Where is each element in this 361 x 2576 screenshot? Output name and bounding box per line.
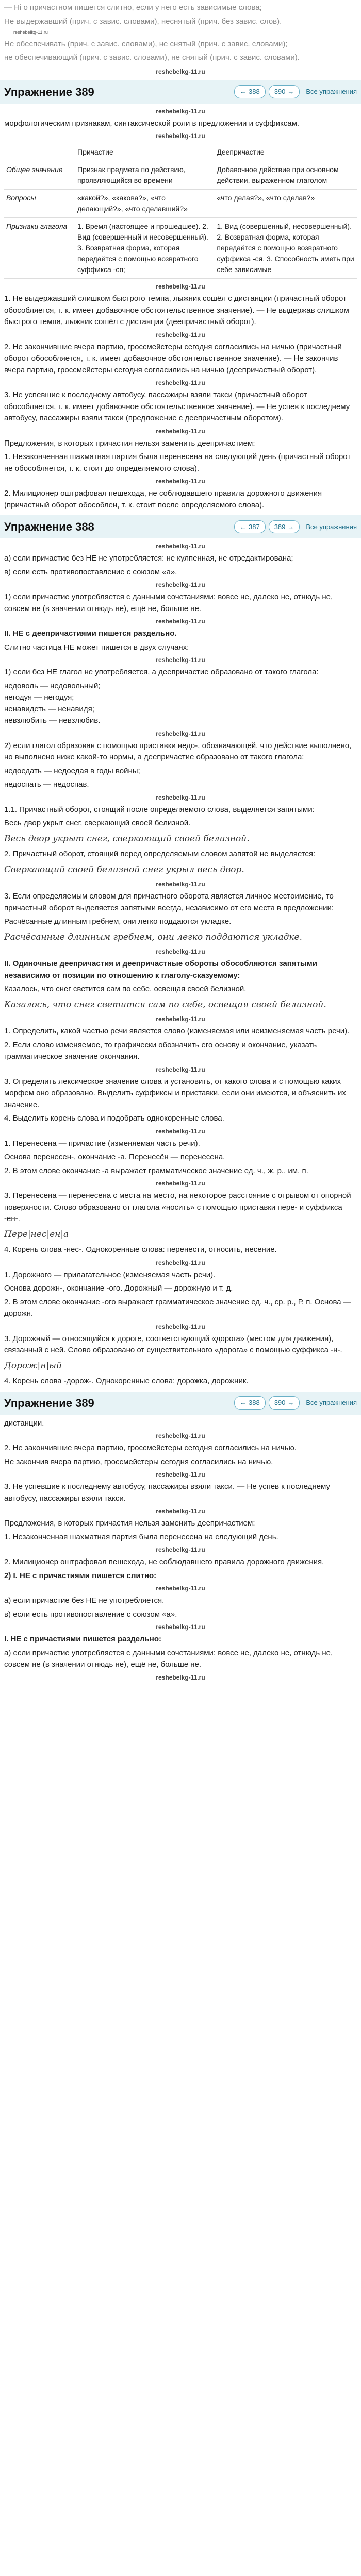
page bbox=[0, 2, 361, 1682]
table-header-row bbox=[4, 144, 357, 161]
handwritten-example: Сверкающий своей белизной снег укрыл весь двор. bbox=[4, 864, 244, 875]
prev-exercise-label: 387 bbox=[248, 522, 260, 531]
watermark: reshebelkg-11.ru bbox=[156, 1623, 205, 1631]
rule-heading: 2) I. НЕ с причастиями пишется слитно: bbox=[4, 1571, 157, 1580]
watermark: reshebelkg-11.ru bbox=[156, 1180, 205, 1187]
paragraph: Расчёсанные длинным гребнем, они легко поддаются укладке. bbox=[4, 917, 232, 926]
watermark: reshebelkg-11.ru bbox=[156, 1432, 205, 1439]
next-exercise-label: 389 bbox=[274, 522, 286, 531]
list-item: недоволь — недовольный; bbox=[4, 681, 101, 690]
table-row-label: Признаки глагола bbox=[4, 218, 75, 279]
arrow-right-icon: → bbox=[287, 88, 294, 96]
arrow-right-icon: → bbox=[287, 522, 294, 531]
exercise-nav bbox=[234, 520, 357, 534]
paragraph: Не закончив вчера партию, гроссмейстеры сегодня согласились на ничью. bbox=[4, 1457, 273, 1466]
intro-line: — Ні о причастном пишется слитно, если у него есть зависимые слова; bbox=[4, 3, 262, 12]
next-exercise-button[interactable] bbox=[269, 85, 300, 98]
table-cell: 1. Время (настоящее и прошедшее). 2. Вид (совершенный и несовершенный). 3. Возвратная форма, которая передаётся с помощью возвратного суффикса -ся; bbox=[75, 218, 215, 279]
watermark: reshebelkg-11.ru bbox=[156, 331, 205, 338]
handwritten-example: Расчёсанные длинным гребнем, они легко поддаются укладке. bbox=[4, 931, 302, 942]
watermark: reshebelkg-11.ru bbox=[156, 1673, 205, 1681]
prev-exercise-label: 388 bbox=[248, 1399, 260, 1407]
watermark: reshebelkg-11.ru bbox=[156, 1259, 205, 1266]
exercise-nav bbox=[234, 85, 357, 98]
paragraph: 2. Милиционер оштрафовал пешехода, не соблюдавшего правила дорожного движения. bbox=[4, 1557, 324, 1566]
table-header: Деепричастие bbox=[215, 144, 357, 161]
table-row-label: Общее значение bbox=[4, 161, 75, 190]
paragraph: Слитно частица НЕ может пишется в двух случаях: bbox=[4, 642, 189, 652]
paragraph: 4. Выделить корень слова и подобрать однокоренные слова. bbox=[4, 1114, 224, 1123]
table-cell: «какой?», «какова?», «что делающий?», «что сделавший?» bbox=[75, 190, 215, 218]
paragraph: Основа дорожн-, окончание -ого. Дорожный — дорожную и т. д. bbox=[4, 1284, 233, 1293]
arrow-left-icon: ← bbox=[239, 522, 247, 531]
paragraph: 1.1. Причастный оборот, стоящий после определяемого слова, выделяется запятыми: bbox=[4, 805, 315, 814]
watermark: reshebelkg-11.ru bbox=[156, 618, 205, 625]
table-header: Причастие bbox=[75, 144, 215, 161]
watermark: reshebelkg-11.ru bbox=[156, 478, 205, 485]
table-cell bbox=[4, 144, 75, 161]
paragraph: Предложения, в которых причастия нельзя заменить деепричастием: bbox=[4, 438, 255, 448]
paragraph: а) если причастие без НЕ не употребляется: не кулпенная, не отредактирована; bbox=[4, 554, 293, 563]
exercise-intro: морфологическим признакам, синтаксической роли в предложении и суффиксам. bbox=[4, 118, 300, 128]
paragraph: 1. Незаконченная шахматная партия была перенесена на следующий день. bbox=[4, 1532, 278, 1541]
table-row bbox=[4, 161, 357, 190]
paragraph: 2. В этом слове окончание -ого выражает грамматическое значение ед. ч., ср. р., Р. п. Основа — дорожн. bbox=[4, 1297, 351, 1318]
paragraph: 1) если причастие употребляется с данными сочетаниями: вовсе не, далеко не, отнюдь не, совсем не (в значении отнюдь не), ещё не, больше не. bbox=[4, 592, 333, 613]
watermark: reshebelkg-11.ru bbox=[156, 1546, 205, 1553]
table-cell: Добавочное действие при основном действии, выраженном глаголом bbox=[215, 161, 357, 190]
paragraph: 3. Не успевшие к последнему автобусу, пассажиры взяли такси (причастный оборот обособляется, т. к. имеет добавочное обстоятельственное значение). — Не успев к последнему автобусу, пассажиры взяли такси (предложение с деепричастным оборотом). bbox=[4, 391, 350, 422]
prev-exercise-button[interactable] bbox=[234, 1396, 266, 1410]
watermark: reshebelkg-11.ru bbox=[156, 1507, 205, 1515]
watermark: reshebelkg-11.ru bbox=[156, 1323, 205, 1330]
comparison-table bbox=[4, 144, 357, 279]
paragraph: 2. Милиционер оштрафовал пешехода, не соблюдавшего правила дорожного движения (причастный оборот обособлен, т. к. стоит после определяемого слова). bbox=[4, 489, 322, 510]
exercise-header bbox=[0, 80, 361, 104]
rule-heading: II. Одиночные деепричастия и деепричастные обороты обособляются запятыми независимо от позиции по отношению к глаголу-сказуемому: bbox=[4, 959, 318, 980]
prev-exercise-button[interactable] bbox=[234, 85, 266, 98]
exercise-title: Упражнение 388 bbox=[4, 520, 94, 533]
table-cell: «что делая?», «что сделав?» bbox=[215, 190, 357, 218]
paragraph: 3. Перенесена — перенесена с места на место, на некоторое расстояние с отрывом от опорной поверхности. Слово образовано от глагола «носить» с помощью приставки пере- и суффикса -ен-. bbox=[4, 1191, 351, 1223]
paragraph: 2. Если слово изменяемое, то графически обозначить его основу и окончание, указать грамматическое значение окончания. bbox=[4, 1040, 317, 1061]
table-row-label: Вопросы bbox=[4, 190, 75, 218]
watermark: reshebelkg-11.ru bbox=[156, 948, 205, 955]
paragraph: 2. Не закончившие вчера партию, гроссмейстеры сегодня согласились на ничью (причастный оборот обособляется, т. к. имеет добавочное обстоятельственное значение). — Не закончив вчера партию, гроссмейстеры сегодня согласились на ничью (деепричастный оборот). bbox=[4, 342, 342, 375]
watermark: reshebelkg-11.ru bbox=[156, 880, 205, 888]
paragraph: 3. Определить лексическое значение слова и установить, от какого слова и с помощью каких морфем оно образовано. Выделить суффиксы и приставки, если они имеются, и объяснить их значение. bbox=[4, 1077, 346, 1109]
list-item: ненавидеть — ненавидя; bbox=[4, 704, 94, 714]
paragraph: Предложения, в которых причастия нельзя заменить деепричастием: bbox=[4, 1519, 255, 1528]
table-cell: 1. Вид (совершенный, несовершенный). 2. Возвратная форма, которая передаётся с помощью возвратного суффикса -ся. 3. Способность иметь при себе зависимые bbox=[215, 218, 357, 279]
list-item: невзлюбить — невзлюбив. bbox=[4, 716, 101, 725]
watermark: reshebelkg-11.ru bbox=[156, 656, 205, 664]
table-row bbox=[4, 190, 357, 218]
paragraph: недоспать — недоспав. bbox=[4, 780, 89, 789]
paragraph: дистанции. bbox=[4, 1418, 44, 1428]
watermark: reshebelkg-11.ru bbox=[156, 107, 205, 115]
exercise-header bbox=[0, 515, 361, 538]
watermark: reshebelkg-11.ru bbox=[156, 1015, 205, 1023]
watermark: reshebelkg-11.ru bbox=[156, 1065, 205, 1073]
next-exercise-button[interactable] bbox=[269, 1396, 300, 1410]
prev-exercise-label: 388 bbox=[248, 88, 260, 96]
paragraph: в) если есть противопоставление с союзом «а». bbox=[4, 1609, 177, 1619]
paragraph: 2. Не закончившие вчера партию, гроссмейстеры сегодня согласились на ничью. bbox=[4, 1444, 297, 1452]
watermark: reshebelkg-11.ru bbox=[156, 427, 205, 435]
watermark: reshebelkg-11.ru bbox=[156, 379, 205, 386]
watermark: reshebelkg-11.ru bbox=[156, 1127, 205, 1135]
rule-heading: I. НЕ с причастиями пишется раздельно: bbox=[4, 1635, 161, 1643]
word-list bbox=[4, 681, 357, 727]
arrow-right-icon: → bbox=[287, 1399, 294, 1407]
paragraph: 1. Перенесена — причастие (изменяемая часть речи). bbox=[4, 1139, 200, 1148]
all-exercises-link[interactable]: Все упражнения bbox=[306, 1399, 357, 1407]
watermark: reshebelkg-11.ru bbox=[156, 581, 205, 588]
list-item: негодуя — негодуя; bbox=[4, 693, 74, 702]
intro-rules bbox=[4, 2, 357, 64]
paragraph: а) если причастие употребляется с данными сочетаниями: вовсе не, далеко не, отнюдь не, совсем не (в значении отнюдь не), ещё не, больше не. bbox=[4, 1648, 333, 1669]
watermark: reshebelkg-11.ru bbox=[156, 283, 205, 290]
table-cell: Признак предмета по действию, проявляющийся во времени bbox=[75, 161, 215, 190]
paragraph: 3. Дорожный — относящийся к дороге, соответствующий «дорога» (местом для движения), связанный с ней. Слово образовано от существительного «дорога» с помощью суффикса -н-. bbox=[4, 1334, 342, 1354]
handwritten-example: Казалось, что снег светится сам по себе, освещая своей белизной. bbox=[4, 999, 326, 1010]
next-exercise-button[interactable] bbox=[269, 520, 300, 534]
watermark: reshebelkg-11.ru bbox=[156, 543, 205, 550]
morpheme-breakdown: Пере|нес|ен|а bbox=[4, 1229, 69, 1240]
all-exercises-link[interactable]: Все упражнения bbox=[306, 88, 357, 96]
paragraph: 4. Корень слова -дорож-. Однокоренные слова: дорожка, дорожник. bbox=[4, 1377, 249, 1385]
watermark: reshebelkg-11.ru bbox=[156, 793, 205, 801]
paragraph: Казалось, что снег светится сам по себе, освещая своей белизной. bbox=[4, 985, 247, 993]
prev-exercise-button[interactable] bbox=[234, 520, 266, 534]
morpheme-breakdown: Дорож|н|ый bbox=[4, 1360, 62, 1371]
watermark: reshebelkg-11.ru bbox=[156, 1585, 205, 1592]
watermark: reshebelkg-11.ru bbox=[13, 30, 48, 35]
arrow-left-icon: ← bbox=[239, 1399, 247, 1407]
paragraph: недоедать — недоедая в годы войны; bbox=[4, 766, 140, 775]
paragraph: а) если причастие без НЕ не употребляется. bbox=[4, 1596, 165, 1605]
paragraph: 3. Если определяемым словом для причастного оборота является личное местоимение, то причастный оборот выделяется запятыми всегда, независимо от его места в предложении: bbox=[4, 892, 334, 912]
intro-line: Не выдержавший (прич. с завис. словами), неснятый (прич. без завис. слов). bbox=[4, 16, 282, 26]
exercise-title: Упражнение 389 bbox=[4, 85, 94, 98]
paragraph: в) если есть противопоставление с союзом «а». bbox=[4, 567, 177, 577]
handwritten-example: Весь двор укрыт снег, сверкающий своей белизной. bbox=[4, 833, 250, 844]
intro-line: Не обеспечивать (прич. с завис. словами), не снятый (прич. с завис. словами); bbox=[4, 39, 288, 48]
exercise-nav bbox=[234, 1396, 357, 1410]
rule-heading: II. НЕ с деепричастиями пишется раздельно. bbox=[4, 629, 177, 638]
paragraph: 3. Не успевшие к последнему автобусу, пассажиры взяли такси. — Не успев к последнему автобусу, пассажиры взяли такси. bbox=[4, 1482, 331, 1503]
all-exercises-link[interactable]: Все упражнения bbox=[306, 522, 357, 531]
watermark: reshebelkg-11.ru bbox=[156, 730, 205, 737]
next-exercise-label: 390 bbox=[274, 88, 286, 96]
watermark: reshebelkg-11.ru bbox=[156, 1471, 205, 1478]
intro-line: не обеспечивающий (прич. с завис. словами), не снятый (прич. с завис. словами). bbox=[4, 53, 300, 62]
paragraph: 1. Не выдержавший слишком быстрого темпа, лыжник сошёл с дистанции (причастный оборот обособляется, т. к. имеет добавочное обстоятельственное значение). — Не выдержав слишком быстрого темпа, лыжник сошёл с дистанции (деепричастный оборот). bbox=[4, 294, 349, 326]
paragraph: 1. Дорожного — прилагательное (изменяемая часть речи). bbox=[4, 1270, 216, 1279]
paragraph: 1. Незаконченная шахматная партия была перенесена на следующий день (причастный оборот не обособляется, т. к. стоит до определяемого слова). bbox=[4, 452, 351, 473]
next-exercise-label: 390 bbox=[274, 1399, 286, 1407]
exercise-title: Упражнение 389 bbox=[4, 1396, 94, 1410]
paragraph: 4. Корень слова -нес-. Однокоренные слова: перенести, относить, несение. bbox=[4, 1245, 277, 1254]
paragraph: Основа перенесен-, окончание -а. Перенесён — перенесена. bbox=[4, 1153, 225, 1161]
arrow-left-icon: ← bbox=[239, 88, 247, 96]
watermark: reshebelkg-11.ru bbox=[156, 67, 205, 75]
paragraph: 1. Определить, какой частью речи является слово (изменяемая или неизменяемая часть речи). bbox=[4, 1027, 350, 1036]
paragraph: Весь двор укрыт снег, сверкающий своей белизной. bbox=[4, 819, 191, 827]
watermark: reshebelkg-11.ru bbox=[156, 132, 205, 140]
paragraph: 1) если без НЕ глагол не употребляется, а деепричастие образовано от такого глагола: bbox=[4, 668, 319, 676]
paragraph: 2) если глагол образован с помощью приставки недо-, обозначающей, что действие выполнено, но выполнено ниже какой-то нормы, а деепричастие образовано от такого глагола: bbox=[4, 741, 352, 761]
exercise-header bbox=[0, 1392, 361, 1415]
paragraph: 2. В этом слове окончание -а выражает грамматическое значение ед. ч., ж. р., им. п. bbox=[4, 1166, 308, 1175]
paragraph: 2. Причастный оборот, стоящий перед определяемым словом запятой не выделяется: bbox=[4, 850, 316, 858]
table-row bbox=[4, 218, 357, 279]
